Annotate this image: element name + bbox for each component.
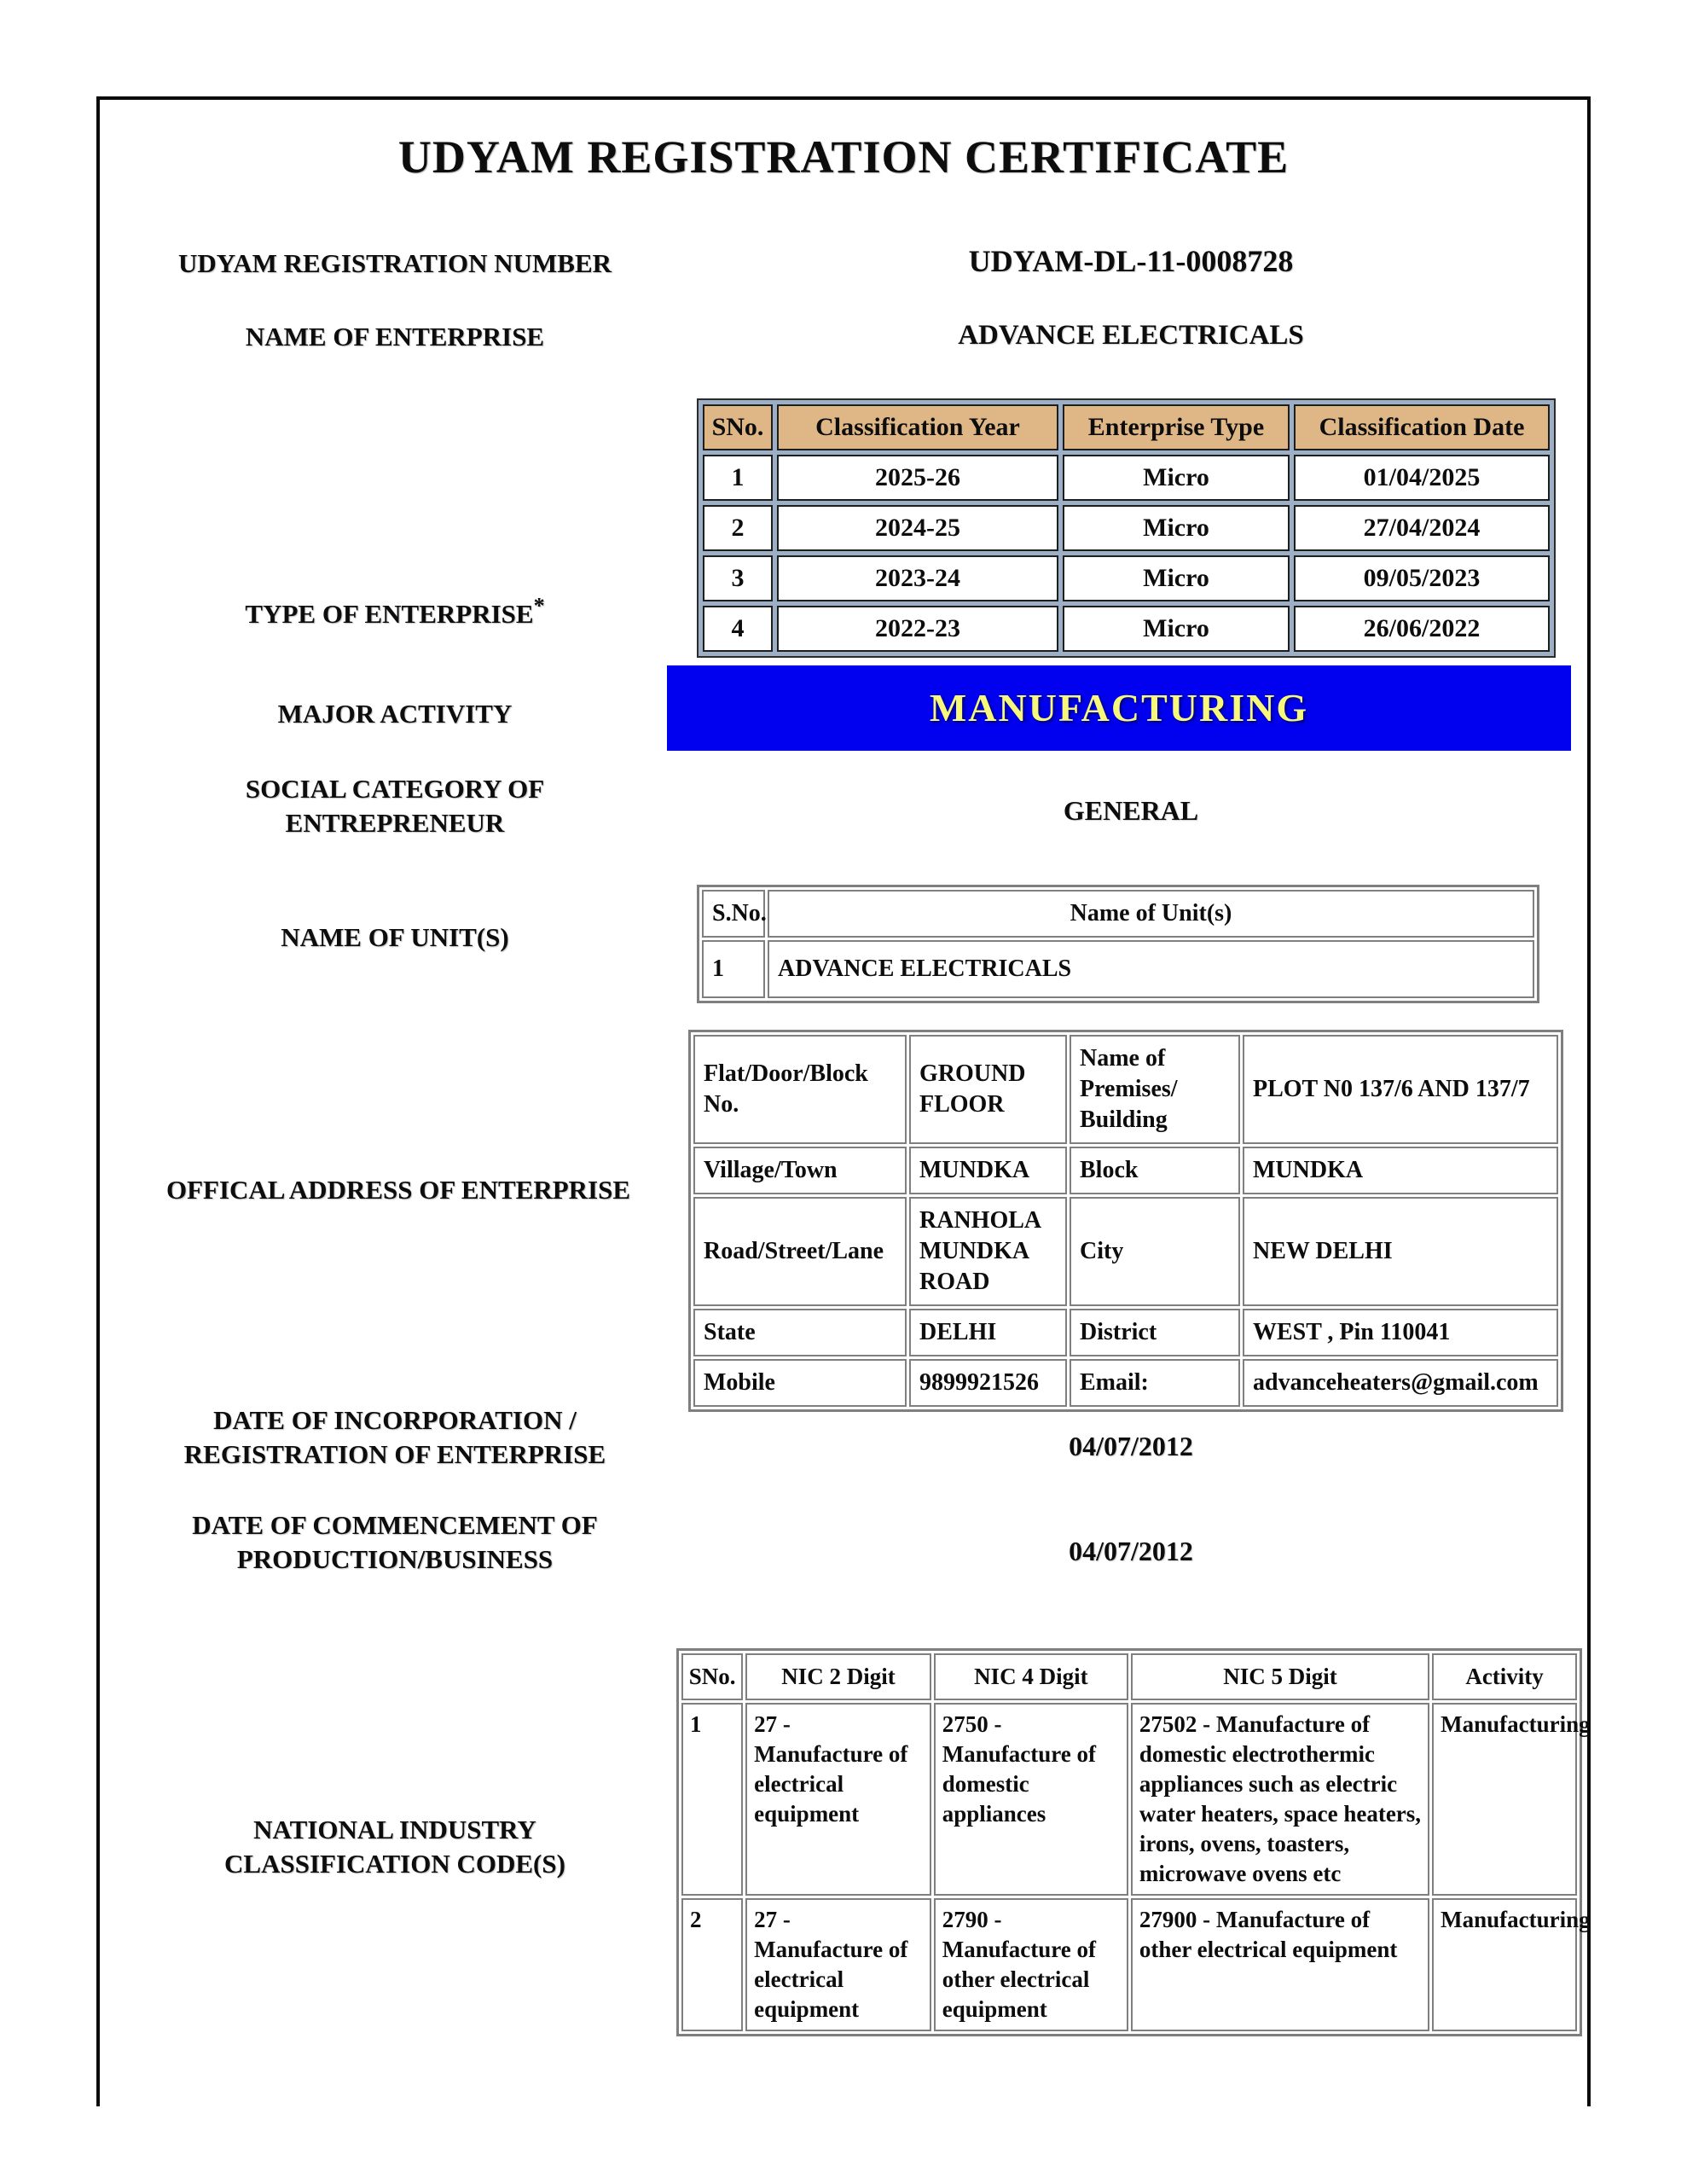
- address-value-cell: advanceheaters@gmail.com: [1243, 1359, 1558, 1407]
- classification-table: [697, 398, 1556, 658]
- table-cell: 2022-23: [777, 606, 1058, 652]
- table-cell: Micro: [1063, 505, 1290, 551]
- address-row: [693, 1197, 1558, 1306]
- social-category-label-line2: ENTREPRENEUR: [285, 808, 505, 838]
- type-of-enterprise-label: [113, 593, 676, 631]
- table-cell: 3: [703, 555, 773, 601]
- address-row: [693, 1147, 1558, 1194]
- address-value-cell: NEW DELHI: [1243, 1197, 1558, 1306]
- enterprise-name-label: NAME OF ENTERPRISE: [245, 322, 545, 351]
- registration-number-label: UDYAM REGISTRATION NUMBER: [177, 248, 612, 278]
- table-cell: 27502 - Manufacture of domestic electrothermic appliances such as electric water heaters, space heaters, irons, ovens, toasters, microwave ovens etc: [1131, 1703, 1429, 1896]
- date-of-incorporation-label-line2: REGISTRATION OF ENTERPRISE: [183, 1439, 606, 1469]
- nic-codes-label: [113, 1813, 676, 1881]
- units-row: [702, 940, 1534, 998]
- classification-row: [703, 555, 1550, 601]
- units-table: [697, 885, 1539, 1003]
- table-cell: 2790 - Manufacture of other electrical equipment: [934, 1898, 1128, 2031]
- address-label-cell: Name of Premises/ Building: [1070, 1035, 1240, 1144]
- table-cell: Manufacturing: [1432, 1703, 1577, 1896]
- classification-header-year: Classification Year: [777, 404, 1058, 450]
- nic-header-5digit: NIC 5 Digit: [1131, 1653, 1429, 1700]
- table-cell: 2024-25: [777, 505, 1058, 551]
- name-of-units-label: NAME OF UNIT(S): [281, 922, 509, 952]
- address-value-cell: GROUND FLOOR: [909, 1035, 1067, 1144]
- nic-codes-label-line2: CLASSIFICATION CODE(S): [224, 1849, 565, 1879]
- address-value-cell: MUNDKA: [909, 1147, 1067, 1194]
- classification-header-row: [703, 404, 1550, 450]
- date-of-incorporation-label-line1: DATE OF INCORPORATION /: [213, 1405, 577, 1435]
- address-value-cell: 9899921526: [909, 1359, 1067, 1407]
- major-activity-banner: [667, 665, 1571, 751]
- major-activity-value: MANUFACTURING: [929, 686, 1309, 729]
- table-cell: Micro: [1063, 555, 1290, 601]
- address-label-cell: Village/Town: [693, 1147, 907, 1194]
- table-cell: 09/05/2023: [1294, 555, 1550, 601]
- address-value-cell: PLOT N0 137/6 AND 137/7: [1243, 1035, 1558, 1144]
- address-label-cell: Flat/Door/Block No.: [693, 1035, 907, 1144]
- table-cell: 01/04/2025: [1294, 455, 1550, 501]
- type-of-enterprise-label-text: TYPE OF ENTERPRISE: [245, 599, 534, 629]
- units-header-row: [702, 890, 1534, 938]
- required-asterisk: *: [533, 593, 545, 619]
- date-of-commencement-label-line2: PRODUCTION/BUSINESS: [236, 1544, 554, 1574]
- registration-number-value: UDYAM-DL-11-0008728: [968, 244, 1294, 278]
- table-cell: 4: [703, 606, 773, 652]
- address-value-cell: RANHOLA MUNDKA ROAD: [909, 1197, 1067, 1306]
- nic-header-activity: Activity: [1432, 1653, 1577, 1700]
- table-cell: 26/06/2022: [1294, 606, 1550, 652]
- units-header-name: Name of Unit(s): [768, 890, 1534, 938]
- address-value-cell: WEST , Pin 110041: [1243, 1309, 1558, 1356]
- classification-header-type: Enterprise Type: [1063, 404, 1290, 450]
- nic-row: [681, 1898, 1577, 2031]
- social-category-label-line1: SOCIAL CATEGORY OF: [245, 774, 545, 804]
- table-cell: 1: [681, 1703, 743, 1896]
- enterprise-name-value: ADVANCE ELECTRICALS: [958, 320, 1304, 351]
- table-cell: 27/04/2024: [1294, 505, 1550, 551]
- table-cell: 2: [681, 1898, 743, 2031]
- nic-row: [681, 1703, 1577, 1896]
- units-header-sno: S.No.: [702, 890, 765, 938]
- address-label-cell: Road/Street/Lane: [693, 1197, 907, 1306]
- date-of-commencement-label-line1: DATE OF COMMENCEMENT OF: [192, 1510, 598, 1540]
- address-label-cell: State: [693, 1309, 907, 1356]
- certificate-title: UDYAM REGISTRATION CERTIFICATE: [397, 131, 1290, 183]
- address-value-cell: MUNDKA: [1243, 1147, 1558, 1194]
- nic-header-2digit: NIC 2 Digit: [745, 1653, 931, 1700]
- table-cell: 27 - Manufacture of electrical equipment: [745, 1703, 931, 1896]
- address-label-cell: Email:: [1070, 1359, 1240, 1407]
- date-of-incorporation-value: 04/07/2012: [1069, 1431, 1193, 1461]
- table-cell: 2023-24: [777, 555, 1058, 601]
- address-row: [693, 1035, 1558, 1144]
- address-row: [693, 1309, 1558, 1356]
- nic-codes-label-line1: NATIONAL INDUSTRY: [253, 1815, 536, 1844]
- address-table: [688, 1030, 1563, 1412]
- table-cell: ADVANCE ELECTRICALS: [768, 940, 1534, 998]
- address-label-cell: Mobile: [693, 1359, 907, 1407]
- table-cell: 2: [703, 505, 773, 551]
- date-of-commencement-value: 04/07/2012: [1069, 1536, 1193, 1566]
- classification-header-date: Classification Date: [1294, 404, 1550, 450]
- table-cell: 2025-26: [777, 455, 1058, 501]
- address-value-cell: DELHI: [909, 1309, 1067, 1356]
- nic-table: [676, 1648, 1591, 2036]
- classification-row: [703, 606, 1550, 652]
- classification-header-sno: SNo.: [703, 404, 773, 450]
- table-cell: 27900 - Manufacture of other electrical equipment: [1131, 1898, 1429, 2031]
- classification-row: [703, 505, 1550, 551]
- address-label-cell: Block: [1070, 1147, 1240, 1194]
- table-cell: Micro: [1063, 606, 1290, 652]
- date-of-incorporation-label: [113, 1403, 676, 1472]
- table-cell: 1: [702, 940, 765, 998]
- official-address-label: OFFICAL ADDRESS OF ENTERPRISE: [165, 1175, 631, 1205]
- nic-header-4digit: NIC 4 Digit: [934, 1653, 1128, 1700]
- table-cell: Manufacturing: [1432, 1898, 1577, 2031]
- major-activity-label: MAJOR ACTIVITY: [277, 699, 513, 729]
- date-of-commencement-label: [113, 1508, 676, 1577]
- table-cell: 1: [703, 455, 773, 501]
- nic-header-row: [681, 1653, 1577, 1700]
- address-row: [693, 1359, 1558, 1407]
- table-cell: 2750 - Manufacture of domestic appliances: [934, 1703, 1128, 1896]
- table-cell: Micro: [1063, 455, 1290, 501]
- social-category-value: GENERAL: [1063, 795, 1199, 826]
- nic-header-sno: SNo.: [681, 1653, 743, 1700]
- certificate-frame: [96, 96, 1591, 2106]
- address-label-cell: City: [1070, 1197, 1240, 1306]
- classification-row: [703, 455, 1550, 501]
- address-label-cell: District: [1070, 1309, 1240, 1356]
- social-category-label: [113, 772, 676, 840]
- table-cell: 27 - Manufacture of electrical equipment: [745, 1898, 931, 2031]
